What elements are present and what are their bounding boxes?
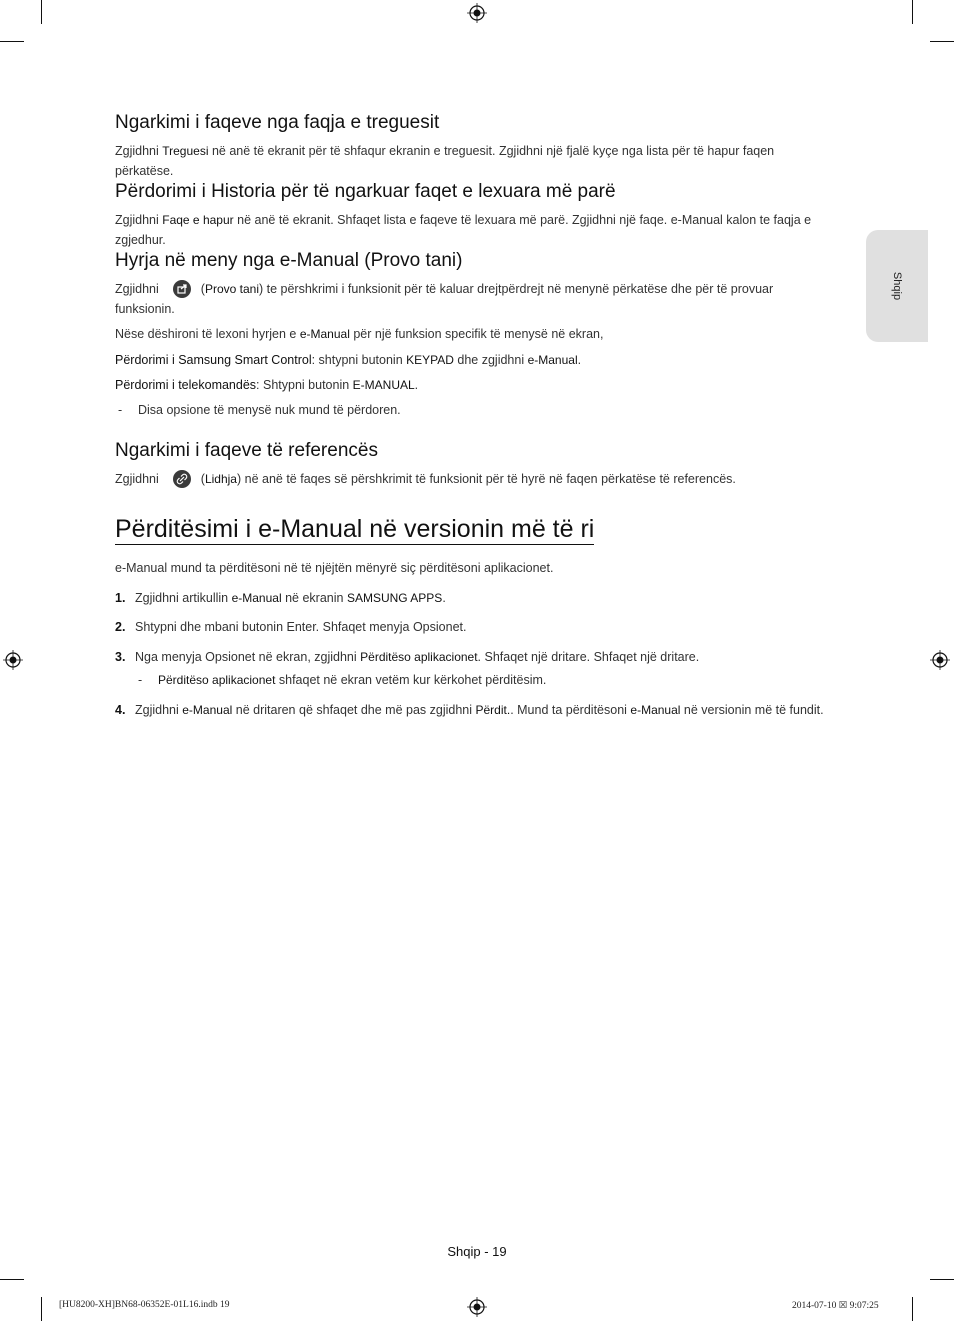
text: Zgjidhni — [115, 213, 163, 227]
ui-term: e-Manual — [527, 352, 578, 367]
step-text: Shtypni dhe mbani butonin Enter. Shfaqet menyja Opsionet. — [135, 620, 467, 634]
ui-term: e-Manual — [231, 590, 282, 605]
note-text — [158, 671, 546, 691]
text: Zgjidhni — [115, 471, 159, 486]
text: Nëse dëshironi të lexoni hyrjen e — [115, 327, 300, 341]
ui-term: Faqe e hapur — [162, 213, 234, 227]
text: në anë të ekranit për të shfaqur ekranin e treguesit. Zgjidhni një fjalë kyçe nga lista për të hapur faqen përkatëse. — [115, 144, 775, 178]
step-list — [115, 589, 830, 721]
text: : shtypni butonin — [311, 352, 407, 367]
ui-term: Përditëso aplikacionet — [158, 673, 276, 687]
label: Përdorimi i Samsung Smart Control — [115, 352, 312, 367]
crop-mark — [0, 1279, 24, 1280]
note — [135, 671, 830, 691]
text: dhe zgjidhni — [453, 352, 528, 367]
note — [115, 401, 830, 420]
page-content — [115, 112, 830, 730]
target-mark-icon — [467, 1297, 487, 1317]
page-number: Shqip - 19 — [447, 1244, 507, 1259]
crop-mark — [41, 0, 42, 24]
text: Nga menyja Opsionet në ekran, zgjidhni — [135, 649, 361, 664]
list-item — [115, 589, 830, 609]
ui-term: e-Manual — [182, 702, 233, 717]
note-dash: - — [138, 673, 143, 687]
language-side-tab — [866, 230, 928, 342]
section-paragraph — [115, 351, 830, 371]
note-text: Disa opsione të menysë nuk mund të përdoren. — [138, 402, 401, 417]
text: shfaqet në ekran vetëm kur kërkohet përditësim. — [275, 673, 547, 687]
ui-term: Provo tani — [204, 282, 259, 296]
section-paragraph — [115, 211, 830, 250]
list-item — [115, 701, 830, 721]
text: Zgjidhni artikullin — [135, 590, 232, 605]
text: Zgjidhni — [135, 702, 183, 717]
side-tab-label: Shqip — [891, 271, 903, 301]
section-heading: Hyrja në meny nga e-Manual (Provo tani) — [115, 250, 463, 271]
text: . — [442, 590, 446, 605]
try-now-icon — [173, 280, 191, 298]
text: Zgjidhni — [115, 144, 163, 158]
ui-term: e-Manual — [299, 327, 350, 341]
open-paren: ( — [200, 471, 205, 486]
open-paren: ( — [200, 282, 205, 296]
label: Përdorimi i telekomandës — [115, 378, 257, 392]
step-number: 3. — [115, 649, 126, 664]
section-paragraph — [115, 376, 830, 396]
chapter-title: Përditësimi i e-Manual në versionin më të ri — [115, 515, 595, 543]
step-text — [135, 589, 830, 609]
text: në dritaren që shfaqet dhe më pas zgjidhni — [232, 702, 476, 717]
text: . Shfaqet një dritare. Shfaqet një dritare. — [477, 649, 700, 664]
crop-mark — [930, 41, 954, 42]
section-paragraph — [115, 280, 830, 319]
section-paragraph — [115, 142, 830, 181]
text: . — [414, 378, 419, 392]
text: ) te përshkrimi i funksionit për të kaluar drejtpërdrejt në menynë përkatëse dhe për të provuar funksionin. — [115, 282, 774, 316]
text: Zgjidhni — [115, 282, 159, 296]
step-number: 1. — [115, 590, 126, 605]
ui-term: Treguesi — [162, 144, 209, 158]
text: : Shtypni butonin — [256, 378, 353, 392]
ui-term: E-MANUAL — [352, 378, 415, 392]
text: në ekranin — [281, 590, 347, 605]
section-heading: Ngarkimi i faqeve të referencës — [115, 439, 378, 461]
target-mark-icon — [3, 650, 23, 670]
ui-term: Lidhja — [204, 471, 237, 486]
crop-mark — [912, 0, 913, 24]
text: . Mund ta përditësoni — [510, 702, 631, 717]
list-item — [115, 648, 830, 691]
ui-term: e-Manual — [630, 702, 681, 717]
ui-term: Përditëso aplikacionet — [360, 649, 478, 664]
target-mark-icon — [467, 3, 487, 23]
list-item — [115, 618, 830, 638]
text: për një funksion specifik të menysë në ekran, — [349, 327, 604, 341]
ui-term: KEYPAD — [406, 352, 454, 367]
crop-mark — [41, 1297, 42, 1321]
crop-mark — [0, 41, 24, 42]
step-number: 4. — [115, 702, 126, 717]
crop-mark — [930, 1279, 954, 1280]
section-paragraph — [115, 325, 830, 345]
ui-term: Përdit. — [475, 702, 511, 717]
ui-term: SAMSUNG APPS — [346, 590, 443, 605]
step-text — [135, 701, 830, 721]
chapter-intro: e-Manual mund ta përditësoni në të njëjtën mënyrë siç përditësoni aplikacionet. — [115, 561, 554, 575]
print-footer-file: [HU8200-XH]BN68-06352E-01L16.indb 19 — [59, 1300, 230, 1310]
print-footer-timestamp: 2014-07-10 ☒ 9:07:25 — [792, 1301, 879, 1311]
section-heading: Përdorimi i Historia për të ngarkuar faqet e lexuara më parë — [115, 181, 616, 202]
step-text — [135, 648, 830, 691]
text: . — [577, 352, 582, 367]
text: në anë të ekranit. Shfaqet lista e faqeve të lexuara më parë. Zgjidhni një faqe. e-Manual kalon te faqja e zgjedhur. — [115, 213, 812, 247]
target-mark-icon — [930, 650, 950, 670]
section-paragraph — [115, 470, 830, 490]
note-dash: - — [118, 402, 123, 417]
link-icon — [173, 470, 191, 488]
text: në versionin më të fundit. — [680, 702, 824, 717]
step-number: 2. — [115, 620, 126, 634]
crop-mark — [912, 1297, 913, 1321]
text: ) në anë të faqes së përshkrimit të funksionit për të hyrë në faqen përkatëse të referencës. — [236, 471, 736, 486]
section-heading: Ngarkimi i faqeve nga faqja e treguesit — [115, 112, 440, 133]
